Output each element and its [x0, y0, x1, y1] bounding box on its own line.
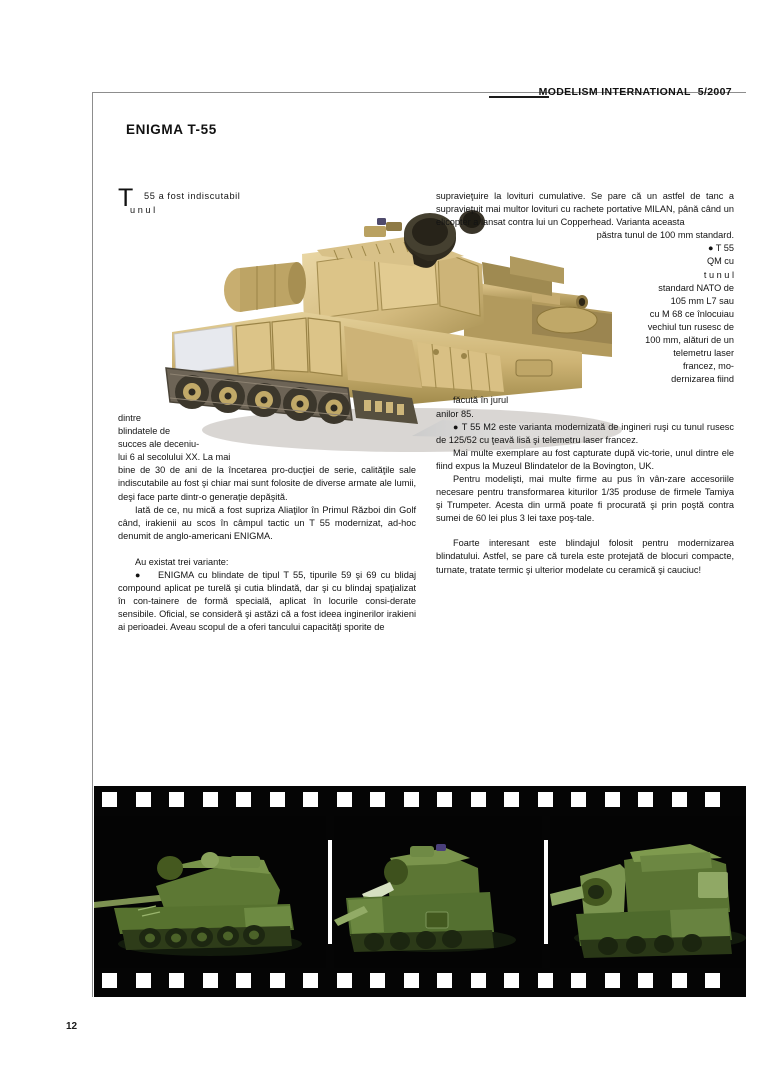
right-wrap-line-5: standard NATO de — [658, 282, 734, 293]
film-perforation — [303, 973, 318, 988]
film-frame-1 — [94, 816, 326, 968]
right-wrap-line-1: păstra tunul de 100 mm standard. — [596, 230, 734, 241]
right-wrap-line-12: dernizarea fiind — [671, 374, 734, 385]
film-perforation — [672, 973, 687, 988]
right-wrap-line-4: t u n u l — [703, 269, 734, 280]
right-paragraph-1: supravieţuire la lovituri cumulative. Se pare că un astfel de tanc a supravieţuit mai multor lovituri cu rachete portative MILAN, până când un elicopter a lansat contra lui un Copperhead. Varianta aceasta — [436, 191, 734, 228]
film-perforation — [705, 973, 720, 988]
tank-photo-3 — [550, 816, 746, 968]
tank-photo-1 — [94, 816, 326, 968]
film-perforation — [571, 973, 586, 988]
film-perforation — [136, 973, 151, 988]
paragraph-1-rest: bine de 30 de ani de la încetarea pro-ducţiei de serie, calităţile sale indiscutabile au fost şi chiar mai sunt folosite de diverse armate ale lumii, deşi face parte dintr-o generaţie depăşită. — [118, 465, 416, 502]
tank-photo-2 — [334, 816, 542, 968]
film-perforation — [303, 792, 318, 807]
film-perforation — [203, 973, 218, 988]
film-perforation — [538, 973, 553, 988]
filmstrip — [94, 786, 746, 997]
article-body — [118, 184, 734, 770]
film-perforation — [638, 973, 653, 988]
bullet-marker-icon-2: ● — [453, 421, 459, 432]
bullet-item-1 — [118, 569, 416, 634]
film-perforation — [605, 792, 620, 807]
publication-name: MODELISM INTERNATIONAL — [538, 86, 691, 98]
film-perforation — [102, 792, 117, 807]
film-perforation — [370, 792, 385, 807]
film-perforation — [169, 792, 184, 807]
dropcap-lead-text: 55 a fost indiscutabil — [144, 191, 241, 201]
dropcap-letter: T — [118, 184, 134, 212]
film-perforation — [705, 792, 720, 807]
wrap-line-1: dintre — [118, 413, 141, 423]
film-perforation — [337, 973, 352, 988]
wrap-line-2: blindatele de — [118, 426, 171, 437]
film-divider-2 — [544, 840, 548, 944]
right-wrap-tail-1: făcută în jurul — [453, 395, 509, 406]
film-perforation — [236, 973, 251, 988]
paragraph-3-variants-intro: Au existat trei variante: — [135, 556, 229, 567]
right-wrap-line-10: telemetru laser — [673, 348, 734, 359]
masthead — [92, 86, 746, 108]
film-frame-3 — [550, 816, 746, 968]
film-perforation — [337, 792, 352, 807]
right-wrap-mid-block — [574, 282, 734, 387]
left-column — [118, 184, 416, 633]
film-perforation — [471, 792, 486, 807]
right-wrap-line-8: vechiul tun rusesc de — [647, 321, 734, 332]
film-perforation — [437, 973, 452, 988]
paragraph-2: Iată de ce, nu mică a fost supriza Aliaţilor în Primul Război din Golf când, irakienii au scos în câmpul tactic un T 55 modernizat, ad-hoc denumit de anglo-americani ENIGMA. — [118, 504, 416, 541]
film-perforation — [504, 973, 519, 988]
film-perforation — [571, 792, 586, 807]
right-wrap-line-6: 105 mm L7 sau — [670, 295, 734, 306]
dropcap-block — [118, 184, 416, 218]
film-perforation — [672, 792, 687, 807]
bullet-item-1-text: ENIGMA cu blindate de tipul T 55, tipurile 59 şi 69 cu blidaj compound aplicat pe turelă şi cutia blindată, dar şi cu blindaj spaţializat în con-tainere de formă specială, aplicat în locurile consi-derate sensibile. Oficial, se consideră şi astăzi că a fost ideea inginerilor irakieni ai perioadei. Aveau scopul de a oferi tancului capacităţi sporite de — [118, 570, 416, 633]
right-wrap-tail-2: anilor 85. — [436, 408, 474, 419]
film-perforation — [437, 792, 452, 807]
wrap-line-3: succes ale deceniu- — [118, 439, 200, 450]
right-column — [436, 190, 734, 577]
right-paragraph-4: Pentru modelişti, mai multe firme au pus în vân-zare accesoriile necesare pentru transformarea kiturilor 1/35 produse de firmele Tamiya şi Trumpeter. Acesta din urmă poate fi procurată şi prin poştă contra sumei de 60 lei plus 3 lei taxe poş-tale. — [436, 473, 734, 524]
film-perforation — [203, 792, 218, 807]
film-perforation — [236, 792, 251, 807]
bullet-marker-icon: ● — [135, 570, 143, 581]
film-perforation — [605, 973, 620, 988]
film-perforation — [638, 792, 653, 807]
film-perforation — [270, 973, 285, 988]
right-wrap-line-11: francez, mo- — [682, 361, 734, 372]
film-perforation — [504, 792, 519, 807]
right-paragraph-5: Foarte interesant este blindajul folosit pentru modernizarea blindatului. Astfel, se pare că turela este protejată de blocuri compacte, turnate, tratate termic şi ulterior modelate cu ceramică şi cauciuc! — [436, 538, 734, 575]
perforation-row-bottom — [94, 969, 746, 995]
film-perforation — [471, 973, 486, 988]
dropcap-tail: unul — [130, 205, 158, 215]
filmstrip-frames — [94, 816, 746, 968]
article-headline: ENIGMA T-55 — [126, 122, 217, 137]
film-perforation — [136, 792, 151, 807]
bullet-item-3 — [436, 421, 734, 447]
film-perforation — [370, 973, 385, 988]
film-frame-2 — [334, 816, 542, 968]
film-perforation — [270, 792, 285, 807]
wrap-line-4: lui 6 al secolului XX. La mai — [118, 452, 231, 463]
film-perforation — [404, 792, 419, 807]
film-perforation — [404, 973, 419, 988]
film-perforation — [169, 973, 184, 988]
right-wrap-line-7: cu M 68 ce înlocuiau — [649, 308, 734, 319]
masthead-title — [539, 86, 732, 98]
bullet-item-3-text: T 55 M2 este varianta modernizată de ingineri ruşi cu tunul rusesc de 125/52 cu ţeavă lisă şi telemetru laser francez. — [436, 421, 734, 445]
right-wrap-line-2: ● T 55 — [707, 243, 734, 254]
perforation-row-top — [94, 788, 746, 814]
film-perforation — [102, 973, 117, 988]
page-number: 12 — [66, 1021, 78, 1032]
right-wrap-narrow-block — [612, 242, 734, 281]
left-wrap-lines — [118, 412, 416, 635]
film-divider-1 — [328, 840, 332, 944]
issue-number: 5/2007 — [697, 86, 732, 98]
right-wrap-line-9: 100 mm, alături de un — [645, 335, 734, 346]
film-perforation — [538, 792, 553, 807]
right-paragraph-3: Mai multe exemplare au fost capturate după vic-torie, unul dintre ele fiind expus la Muzeul Blindatelor de la Bovington, UK. — [436, 447, 734, 471]
right-wrap-line-3: QM cu — [706, 256, 734, 267]
